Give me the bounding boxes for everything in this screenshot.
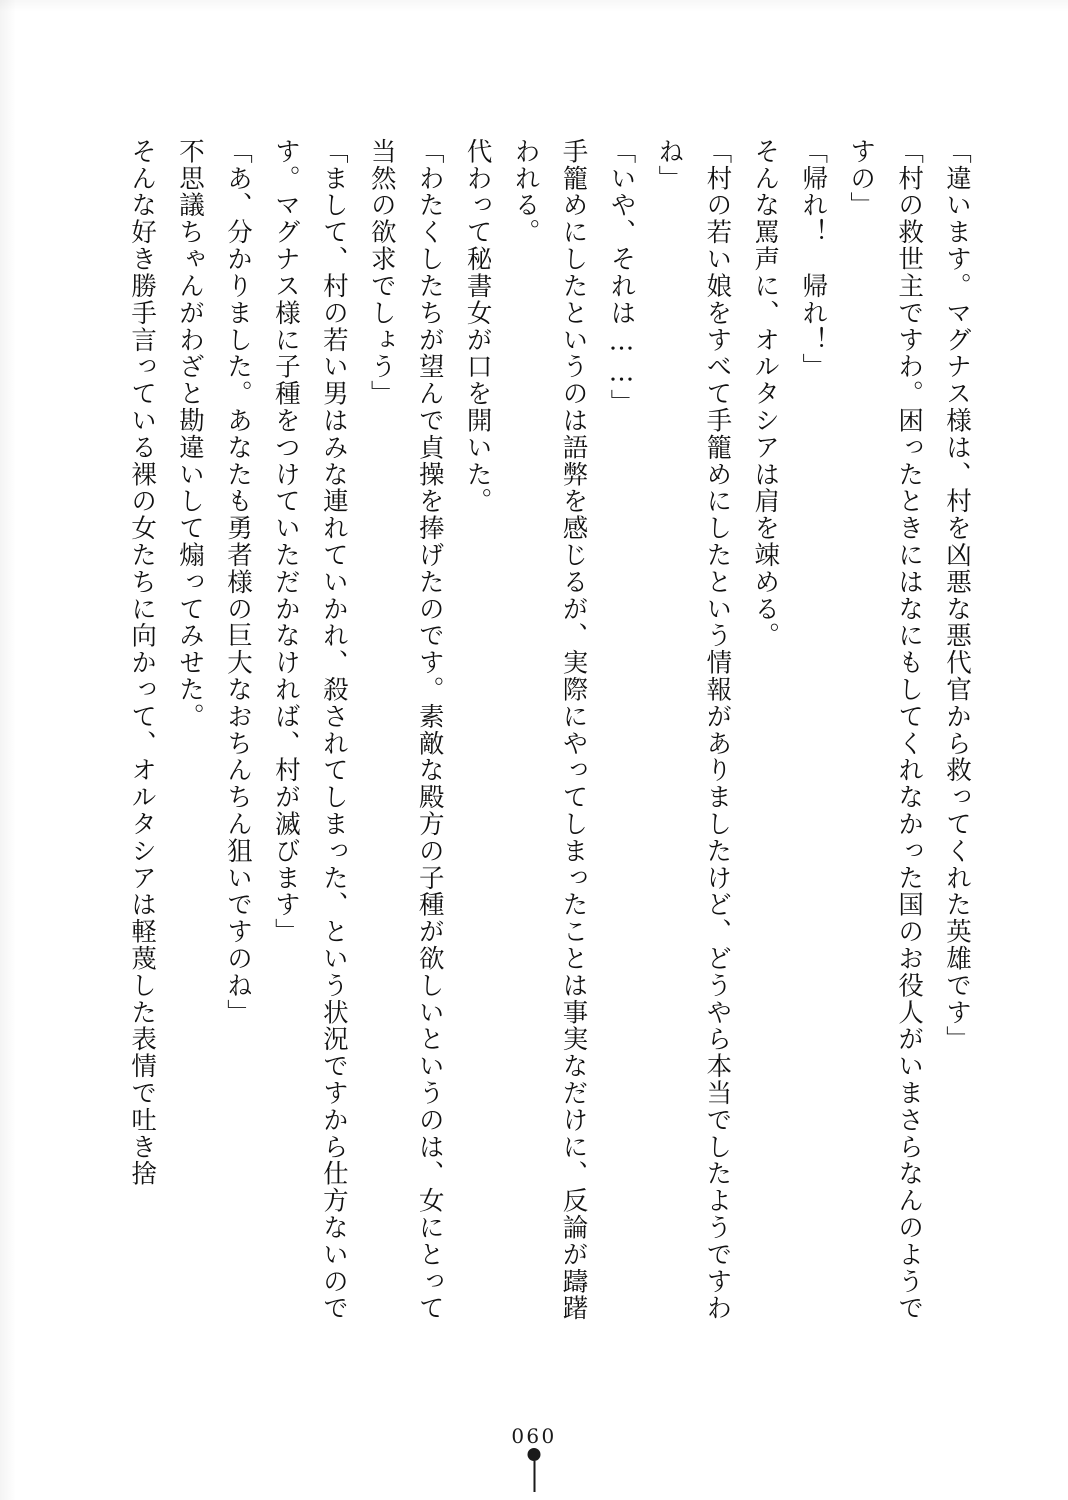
paragraph: 「村の若い娘をすべて手籠めにしたという情報がありましたけど、どうやら本当でしたようですわね」 — [654, 138, 733, 1322]
paragraph: 「違います。マグナス様は、村を凶悪な悪代官から救ってくれた英雄です」 — [942, 138, 972, 1053]
footer-dot-icon — [528, 1448, 541, 1461]
footer-stem-icon — [534, 1461, 536, 1492]
paragraph: 不思議ちゃんがわざと勘違いして煽ってみせた。 — [175, 138, 205, 730]
paragraph: そんな好き勝手言っている裸の女たちに向かって、オルタシアは軽蔑した表情で吐き捨 — [127, 138, 158, 1188]
paragraph: 手籠めにしたというのは語弊を感じるが、実際にやってしまったことは事実なだけに、反論が躊躇われる。 — [510, 138, 589, 1322]
page-number: 060 — [511, 1424, 557, 1448]
paragraph: 「わたくしたちが望んで貞操を捧げたのです。素敵な殿方の子種が欲しいというのは、女にとって当然の欲求でしょう」 — [366, 138, 445, 1322]
paragraph: そんな罵声に、オルタシアは肩を竦める。 — [750, 138, 781, 650]
page-edge-shadow-top — [0, 0, 1068, 12]
paragraph: 「あ、分かりました。あなたも勇者様の巨大なおちんちん狙いですのね」 — [222, 138, 253, 1026]
paragraph: 「帰れ！ 帰れ！」 — [798, 138, 829, 381]
page-edge-shadow-left — [0, 0, 16, 1500]
paragraph: 代わって秘書女が口を開いた。 — [462, 138, 493, 515]
paragraph: 「村の救世主ですわ。困ったときにはなにもしてくれなかった国のお役人がいまさらなんのようですの」 — [846, 138, 925, 1322]
footer-ornament-icon — [528, 1448, 541, 1492]
paragraph: 「まして、村の若い男はみな連れていかれ、殺されてしまった、という状況ですから仕方ないのです。マグナス様に子種をつけていただかなければ、村が滅びます」 — [270, 138, 349, 1322]
paragraph: 「いや、それは……」 — [606, 138, 637, 417]
body-text — [100, 138, 980, 1348]
